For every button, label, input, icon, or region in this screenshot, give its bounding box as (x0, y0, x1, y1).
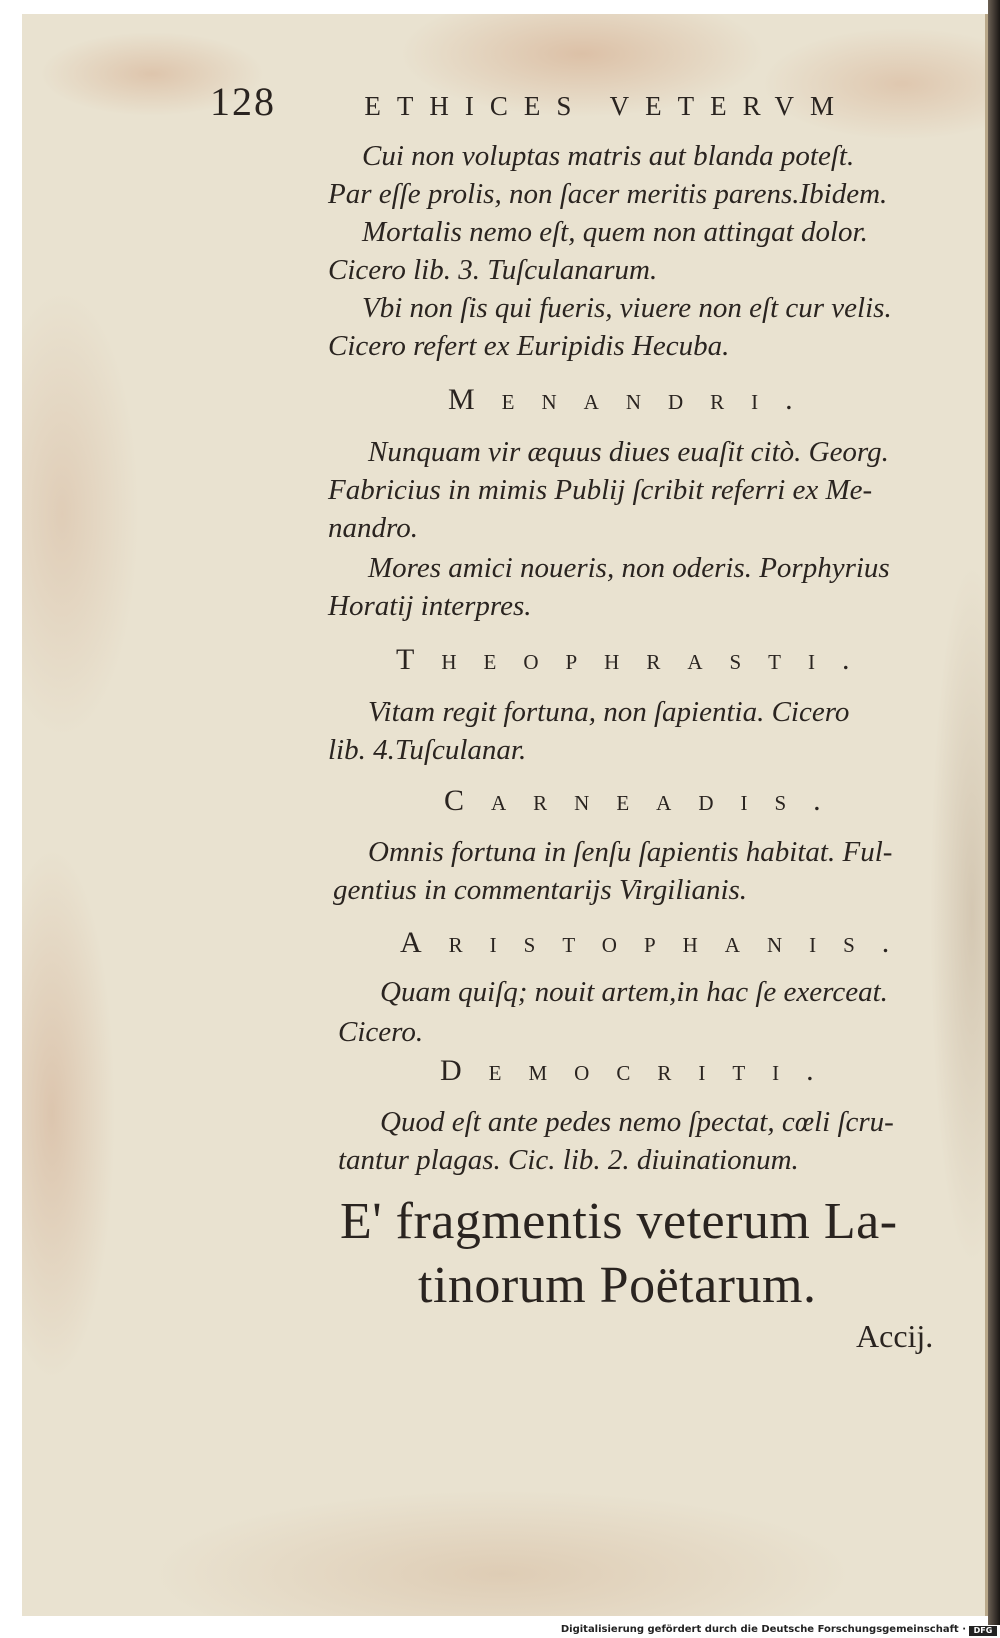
text-line: Mores amici noueris, non oderis. Porphyrius (368, 552, 890, 584)
running-title: ETHICES VETERVM (364, 91, 850, 121)
section-heading-aristophanis: Aristophanis. (400, 926, 917, 959)
section-title-line: tinorum Poëtarum. (418, 1257, 817, 1314)
spine-shadow (988, 0, 1000, 1625)
text-line: Quam quiſq; nouit artem,in hac ſe exerceat. (380, 976, 888, 1008)
text-line: Nunquam vir æquus diues euaſit citò. Georg. (368, 436, 889, 468)
digitization-credit: Digitalisierung gefördert durch die Deutsche Forschungsgemeinschaft · (560, 1624, 966, 1635)
text-line: gentius in commentarijs Virgilianis. (333, 874, 748, 906)
running-header (210, 78, 850, 124)
section-title-line: E' fragmentis veterum La- (340, 1193, 898, 1250)
text-line: Vbi non ſis qui fueris, viuere non eſt cur velis. (362, 292, 892, 324)
page-number: 128 (210, 79, 276, 124)
text-line: Mortalis nemo eſt, quem non attingat dolor. (362, 216, 868, 248)
text-line: nandro. (328, 512, 418, 544)
section-heading-menandri: Menandri. (448, 383, 820, 416)
section-heading-carneadis: Carneadis. (444, 784, 848, 817)
text-line: tantur plagas. Cic. lib. 2. diuinationum. (338, 1144, 799, 1176)
text-line: Horatij interpres. (328, 590, 532, 622)
text-line: Par eſſe prolis, non ſacer meritis parens.Ibidem. (328, 178, 888, 210)
text-line: Omnis fortuna in ſenſu ſapientis habitat. Ful- (368, 836, 893, 868)
text-line: Cicero. (338, 1016, 424, 1048)
section-heading-democriti: Democriti. (440, 1054, 841, 1087)
text-line: Vitam regit fortuna, non ſapientia. Cicero (368, 696, 850, 728)
section-heading-theophrasti: Theophrasti. (396, 643, 877, 676)
text-line: lib. 4.Tuſculanar. (328, 734, 527, 766)
catchword: Accij. (856, 1318, 934, 1354)
text-line: Quod eſt ante pedes nemo ſpectat, cœli ſcru- (380, 1106, 894, 1138)
text-line: Fabricius in mimis Publij ſcribit referri ex Me- (328, 474, 873, 506)
text-line: Cicero lib. 3. Tuſculanarum. (328, 254, 658, 286)
text-line: Cicero refert ex Euripidis Hecuba. (328, 330, 730, 362)
dfg-logo: DFG (969, 1626, 997, 1636)
text-line: Cui non voluptas matris aut blanda poteſt. (362, 140, 855, 172)
